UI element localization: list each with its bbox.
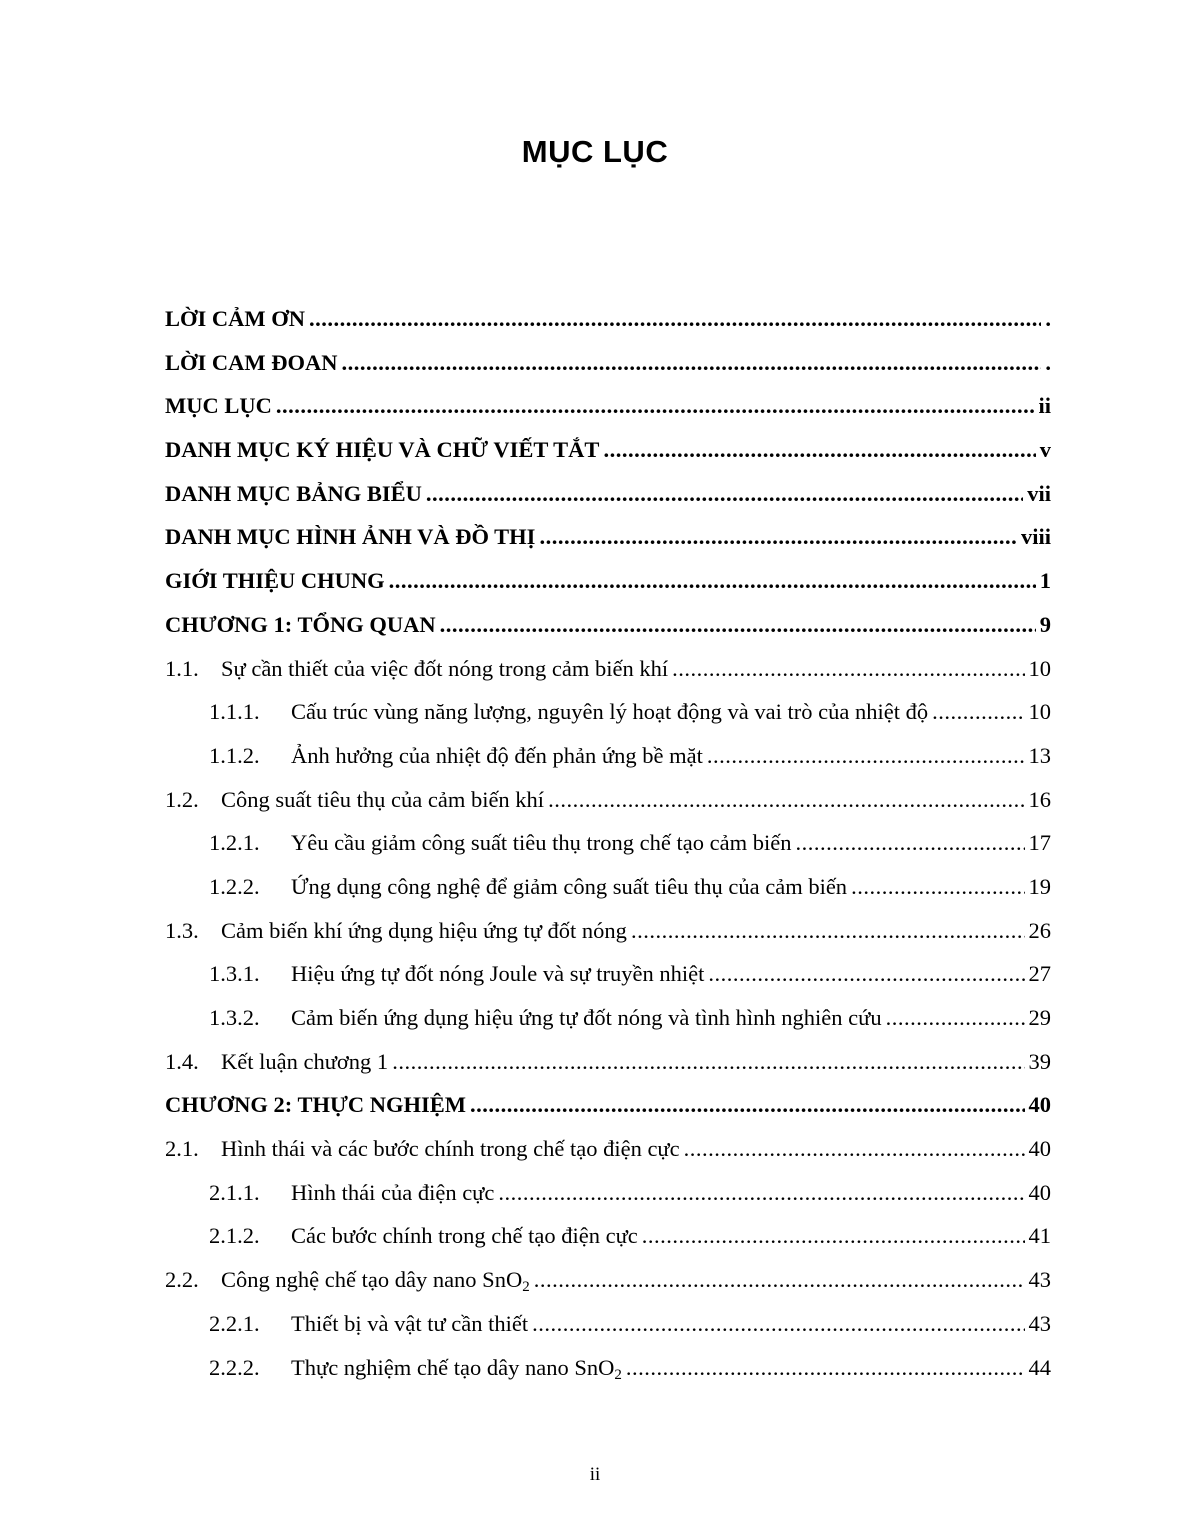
toc-entry-title [291,1223,638,1249]
toc-leader-dots [626,1355,1025,1381]
toc-entry[interactable] [165,1136,1051,1180]
toc-entry-title-text: Thực nghiệm chế tạo dây nano SnO [291,1354,615,1380]
toc-entry-title-text: MỤC LỤC [165,393,272,419]
toc-entry-title [291,830,791,856]
toc-entry-title-text: LỜI CAM ĐOAN [165,349,338,375]
toc-entry-number: 1.2.2. [209,873,260,899]
toc-entry-title [291,1005,882,1031]
toc-entry-title-text: Sự cần thiết của việc đốt nóng trong cảm biến khí [221,655,669,681]
toc-entry[interactable] [165,612,1051,656]
toc-entry-number: 2.1.2. [209,1223,260,1249]
table-of-contents [165,306,1051,1398]
toc-leader-dots [532,1311,1024,1337]
toc-leader-dots [426,481,1023,507]
toc-entry-page: 10 [1028,655,1051,681]
toc-entry-title-text: Ứng dụng công nghệ để giảm công suất tiêu thụ của cảm biến [291,873,848,899]
toc-entry[interactable] [165,1180,1051,1224]
toc-entry-title [221,787,544,813]
toc-entry-number: 1.1.2. [209,742,260,768]
toc-entry-title [221,1049,388,1075]
toc-entry-title [165,524,535,550]
toc-entry-title [291,961,704,987]
toc-entry-page: viii [1020,524,1051,550]
toc-entry[interactable] [165,918,1051,962]
toc-entry-title [221,1267,530,1296]
toc-entry-page: 40 [1028,1136,1051,1162]
toc-leader-dots [534,1267,1025,1293]
toc-entry-page: 29 [1028,1005,1051,1030]
toc-entry-page: 44 [1028,1354,1051,1380]
toc-entry[interactable] [165,1311,1051,1355]
toc-entry-subscript: 2 [614,1366,622,1383]
toc-entry-page: vii [1027,480,1051,506]
toc-leader-dots [631,918,1025,944]
toc-entry-title [291,699,928,725]
toc-entry-title [291,1355,622,1381]
toc-entry-title-text: Hình thái và các bước chính trong chế tạo điện cực [221,1136,680,1162]
toc-leader-dots [309,306,1041,332]
toc-leader-dots [672,656,1024,682]
toc-leader-dots [795,830,1024,856]
toc-entry-number: 1.1. [165,655,199,681]
toc-entry-title [291,1311,528,1337]
toc-entry-title [165,393,272,419]
toc-entry-title [165,437,599,463]
toc-entry-title [165,612,436,638]
toc-entry-title [165,568,385,594]
toc-entry-page: . [1045,306,1051,331]
toc-entry-number: 1.3.2. [209,1005,260,1030]
toc-entry-title-text: Ảnh hưởng của nhiệt độ đến phản ứng bề mặt [291,742,703,768]
toc-leader-dots [684,1136,1025,1162]
toc-entry[interactable] [165,830,1051,874]
toc-leader-dots [707,743,1025,769]
toc-entry[interactable] [165,1092,1051,1136]
toc-entry[interactable] [165,524,1051,568]
toc-entry[interactable] [165,656,1051,700]
toc-entry-title-text: DANH MỤC BẢNG BIỂU [165,480,422,506]
toc-leader-dots [932,699,1024,725]
toc-leader-dots [440,612,1036,638]
toc-entry-page: 9 [1039,611,1051,637]
toc-entry[interactable] [165,1049,1051,1093]
toc-leader-dots [498,1180,1024,1206]
toc-entry-title-text: CHƯƠNG 2: THỰC NGHIỆM [165,1092,467,1118]
toc-entry-title [291,874,847,900]
toc-entry-title [165,350,338,376]
toc-entry[interactable] [165,481,1051,525]
page-number: ii [589,1464,601,1485]
toc-entry-title-text: DANH MỤC KÝ HIỆU VÀ CHỮ VIẾT TẮT [165,437,600,463]
toc-leader-dots [851,874,1024,900]
toc-entry-title-text: Cảm biến ứng dụng hiệu ứng tự đốt nóng và tình hình nghiên cứu [291,1005,882,1030]
toc-entry[interactable] [165,961,1051,1005]
toc-entry-page: 39 [1028,1048,1051,1074]
toc-leader-dots [539,524,1017,550]
toc-entry[interactable] [165,393,1051,437]
toc-entry[interactable] [165,1267,1051,1311]
toc-entry-page: 40 [1028,1092,1051,1118]
toc-entry-title-text: Cấu trúc vùng năng lượng, nguyên lý hoạt động và vai trò của nhiệt độ [291,699,929,725]
toc-entry[interactable] [165,1005,1051,1049]
toc-entry-page: . [1045,349,1051,375]
toc-leader-dots [276,393,1035,419]
toc-entry[interactable] [165,350,1051,394]
toc-entry-title-text: Yêu cầu giảm công suất tiêu thụ trong chế tạo cảm biến [291,830,792,856]
toc-leader-dots [389,568,1036,594]
toc-entry-page: 10 [1028,699,1051,725]
toc-entry-title-text: Kết luận chương 1 [221,1048,389,1074]
toc-entry-page: 27 [1028,961,1051,987]
toc-entry-page: v [1039,437,1051,463]
toc-entry[interactable] [165,568,1051,612]
toc-leader-dots [708,961,1024,987]
toc-entry-subscript: 2 [522,1279,530,1296]
toc-entry-title [221,918,627,944]
toc-entry-page: 16 [1028,786,1051,812]
toc-entry-title-text: LỜI CẢM ƠN [165,306,305,331]
toc-entry-title-text: DANH MỤC HÌNH ẢNH VÀ ĐỒ THỊ [165,524,536,550]
toc-entry[interactable] [165,743,1051,787]
toc-entry-number: 1.3.1. [209,961,260,987]
toc-entry-page: ii [1038,393,1051,419]
toc-entry-title-text: GIỚI THIỆU CHUNG [165,568,385,594]
toc-entry-number: 2.1. [165,1136,199,1162]
toc-entry-number: 1.4. [165,1048,199,1074]
toc-entry-number: 1.3. [165,917,199,943]
toc-entry-title [291,743,703,769]
toc-entry-page: 19 [1028,873,1051,899]
toc-entry-title-text: Hiệu ứng tự đốt nóng Joule và sự truyền nhiệt [291,961,705,987]
toc-entry-number: 2.2. [165,1267,199,1293]
toc-entry-number: 2.1.1. [209,1179,260,1205]
toc-leader-dots [392,1049,1024,1075]
toc-leader-dots [470,1092,1024,1118]
toc-entry[interactable] [165,699,1051,743]
toc-entry-number: 1.2.1. [209,830,260,856]
toc-entry-page: 43 [1028,1310,1051,1336]
toc-entry-number: 2.2.2. [209,1354,260,1380]
toc-entry[interactable] [165,787,1051,831]
toc-entry-title [165,306,305,332]
toc-leader-dots [342,350,1042,376]
toc-leader-dots [642,1223,1025,1249]
toc-entry-page: 13 [1028,742,1051,768]
toc-entry-title [291,1180,494,1206]
toc-entry-page: 41 [1028,1223,1051,1249]
toc-entry-page: 1 [1039,568,1051,594]
toc-entry[interactable] [165,306,1051,350]
toc-entry-number: 1.1.1. [209,699,260,725]
toc-entry-page: 43 [1028,1267,1051,1293]
toc-entry-page: 17 [1028,830,1051,856]
toc-leader-dots [548,787,1024,813]
toc-leader-dots [886,1005,1025,1031]
toc-entry-title [165,481,422,507]
toc-entry-page: 40 [1028,1179,1051,1205]
toc-entry[interactable] [165,1355,1051,1399]
toc-entry-title-text: Công suất tiêu thụ của cảm biến khí [221,786,545,812]
toc-entry-title [221,1136,680,1162]
toc-entry-number: 2.2.1. [209,1310,260,1336]
toc-entry-title [165,1092,466,1118]
toc-entry-page: 26 [1028,917,1051,943]
page-title: MỤC LỤC [521,134,669,169]
toc-leader-dots [603,437,1035,463]
toc-entry-title [221,656,668,682]
toc-entry[interactable] [165,874,1051,918]
toc-entry[interactable] [165,1223,1051,1267]
toc-entry-title-text: Công nghệ chế tạo dây nano SnO [221,1267,523,1293]
toc-entry-title-text: Hình thái của điện cực [291,1179,495,1205]
toc-entry-title-text: Các bước chính trong chế tạo điện cực [291,1223,638,1249]
toc-entry-title-text: Cảm biến khí ứng dụng hiệu ứng tự đốt nóng [221,917,627,943]
toc-entry-title-text: CHƯƠNG 1: TỔNG QUAN [165,611,436,637]
toc-entry-title-text: Thiết bị và vật tư cần thiết [291,1310,529,1336]
toc-entry-number: 1.2. [165,786,199,812]
toc-entry[interactable] [165,437,1051,481]
